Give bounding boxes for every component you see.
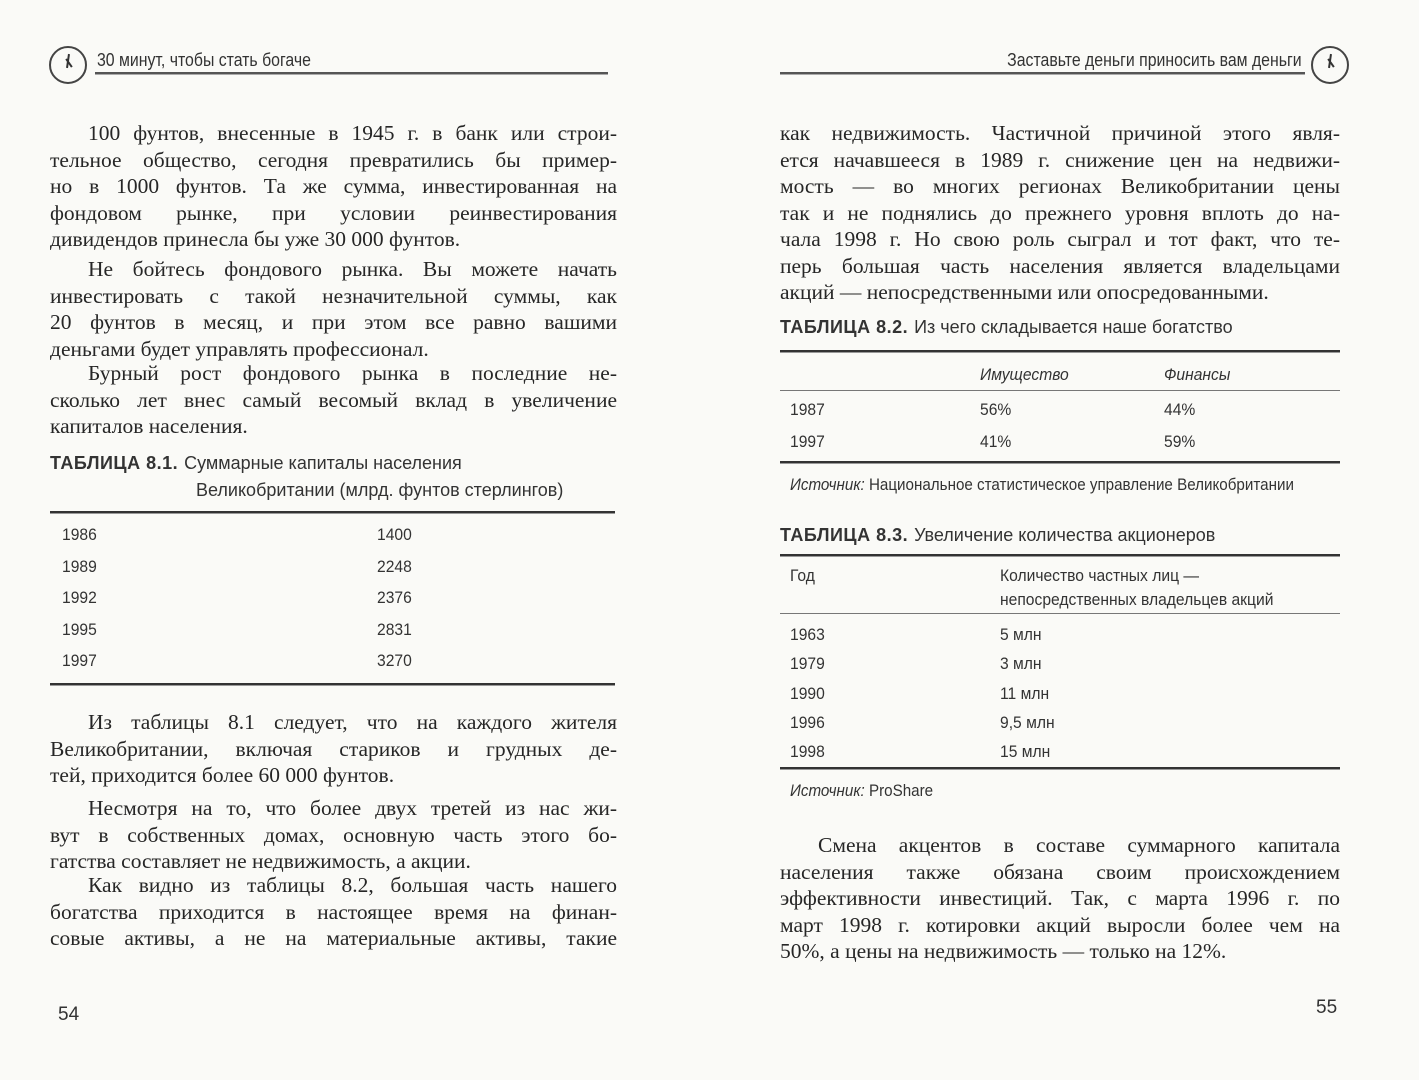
clock-icon bbox=[1311, 46, 1349, 84]
text-line: Из таблицы 8.1 следует, что на каждого жителя bbox=[88, 710, 617, 734]
text-line: совые активы, а не на материальные активы, такие bbox=[50, 926, 617, 950]
table-cell: 2376 bbox=[377, 588, 412, 607]
table-title-line: Великобритании (млрд. фунтов стерлингов) bbox=[196, 480, 564, 500]
table-cell: 3270 bbox=[377, 651, 412, 670]
text-line: фондовом рынке, при условии реинвестирования bbox=[50, 200, 617, 225]
text-line: тей, приходится более 60 000 фунтов. bbox=[50, 763, 395, 787]
table-label: ТАБЛИЦА 8.3. bbox=[780, 525, 909, 545]
table-cell: 9,5 млн bbox=[1000, 712, 1055, 732]
page-number: 54 bbox=[58, 1004, 80, 1025]
table-rule bbox=[780, 350, 1340, 353]
text-line: март 1998 г. котировки акций выросли более чем на bbox=[780, 912, 1340, 937]
table-source bbox=[790, 782, 933, 801]
table-cell: 3 млн bbox=[1000, 654, 1042, 674]
source-label: Источник: bbox=[790, 782, 865, 800]
source-text: Национальное статистическое управление Великобритании bbox=[868, 476, 1294, 494]
table-cell: 1996 bbox=[790, 712, 825, 732]
text-line: тельное общество, сегодня превратились бы пример- bbox=[50, 147, 617, 172]
text-line: Не бойтесь фондового рынка. Вы можете начать bbox=[88, 257, 617, 281]
text-line: капиталов населения. bbox=[50, 414, 248, 438]
table-cell: 44% bbox=[1164, 400, 1196, 419]
table-rule bbox=[780, 613, 1340, 614]
paragraph bbox=[50, 709, 617, 789]
column-header-count: Количество частных лиц — bbox=[1000, 566, 1200, 585]
table-8-3-title bbox=[780, 525, 1215, 546]
right-running-header: Заставьте деньги приносить вам деньги bbox=[1007, 50, 1302, 70]
paragraph bbox=[50, 872, 617, 952]
table-rule bbox=[780, 461, 1340, 464]
page-number: 55 bbox=[1316, 997, 1338, 1018]
table-cell: 56% bbox=[980, 400, 1012, 419]
table-cell: 41% bbox=[980, 432, 1012, 451]
text-line: акций — непосредственными или опосредованными. bbox=[780, 280, 1269, 304]
table-label: ТАБЛИЦА 8.2. bbox=[780, 317, 909, 337]
text-line: инвестировать с такой незначительной суммы, как bbox=[50, 283, 617, 308]
table-cell: 1979 bbox=[790, 654, 825, 674]
table-rule bbox=[780, 390, 1340, 391]
table-cell: 1995 bbox=[62, 619, 97, 639]
text-line: как недвижимость. Частичной причиной этого явля- bbox=[780, 121, 1340, 145]
column-header-year: Год bbox=[790, 566, 815, 585]
table-cell: 1990 bbox=[790, 683, 825, 703]
table-cell: 1997 bbox=[790, 432, 825, 451]
column-header-count: непосредственных владельцев акций bbox=[1000, 590, 1274, 609]
text-line: Несмотря на то, что более двух третей из нас жи- bbox=[88, 796, 617, 820]
table-cell: 1987 bbox=[790, 400, 825, 419]
table-cell: 1400 bbox=[377, 525, 412, 544]
text-line: дивидендов принесла бы уже 30 000 фунтов. bbox=[50, 227, 461, 251]
paragraph bbox=[50, 795, 617, 875]
text-line: ется начавшееся в 1989 г. снижение цен на недвижи- bbox=[780, 147, 1340, 172]
source-label: Источник: bbox=[790, 476, 865, 494]
table-cell: 11 млн bbox=[1000, 683, 1050, 703]
table-8-2-title bbox=[780, 317, 1233, 338]
text-line: Великобритании, включая стариков и грудных де- bbox=[50, 736, 617, 761]
paragraph bbox=[780, 832, 1340, 965]
table-source bbox=[790, 476, 1294, 495]
text-line: Как видно из таблицы 8.2, большая часть нашего bbox=[88, 873, 617, 897]
text-line: населения также обязана своим происхождением bbox=[780, 859, 1340, 884]
table-rule bbox=[780, 767, 1340, 770]
left-running-header: 30 минут, чтобы стать богаче bbox=[97, 50, 311, 70]
text-line: но в 1000 фунтов. Та же сумма, инвестированная на bbox=[50, 174, 617, 198]
table-title-line: Из чего складывается наше богатство bbox=[914, 317, 1233, 337]
table-rule bbox=[780, 554, 1340, 557]
table-cell: 15 млн bbox=[1000, 742, 1051, 762]
text-line: вут в собственных домах, основную часть этого бо- bbox=[50, 822, 617, 847]
table-cell: 1998 bbox=[790, 742, 825, 762]
table-cell: 2831 bbox=[377, 619, 412, 639]
text-line: Бурный рост фондового рынка в последние не- bbox=[88, 361, 617, 385]
paragraph bbox=[50, 120, 617, 253]
table-cell: 1997 bbox=[62, 651, 97, 670]
text-line: эффективности инвестиций. Так, с марта 1996 г. по bbox=[780, 886, 1340, 910]
header-rule bbox=[95, 72, 608, 75]
header-rule bbox=[780, 72, 1305, 75]
table-title-line: Увеличение количества акционеров bbox=[914, 525, 1216, 545]
text-line: сколько лет внес самый весомый вклад в увеличение bbox=[50, 387, 617, 412]
table-cell: 2248 bbox=[377, 556, 412, 576]
table-cell: 59% bbox=[1164, 432, 1196, 451]
table-title-line: Суммарные капиталы населения bbox=[184, 453, 462, 473]
table-cell: 1989 bbox=[62, 556, 97, 576]
table-cell: 1992 bbox=[62, 588, 97, 607]
paragraph bbox=[50, 360, 617, 440]
paragraph bbox=[780, 120, 1340, 306]
table-cell: 1986 bbox=[62, 525, 97, 544]
paragraph bbox=[50, 256, 617, 362]
source-text: ProShare bbox=[868, 782, 934, 800]
text-line: 50%, а цены на недвижимость — только на 12%. bbox=[780, 939, 1227, 963]
column-header-property: Имущество bbox=[980, 365, 1069, 384]
table-cell: 5 млн bbox=[1000, 625, 1042, 644]
text-line: деньгами будет управлять профессионал. bbox=[50, 336, 429, 361]
text-line: чала 1998 г. Но свою роль сыграл и тот факт, что те- bbox=[780, 227, 1340, 251]
text-line: 100 фунтов, внесенные в 1945 г. в банк или строи- bbox=[88, 121, 617, 145]
clock-icon bbox=[49, 46, 87, 84]
table-rule bbox=[50, 683, 615, 686]
text-line: гатства составляет не недвижимость, а акции. bbox=[50, 849, 471, 873]
table-cell: 1963 bbox=[790, 625, 825, 644]
text-line: перь большая часть населения является владельцами bbox=[780, 253, 1340, 278]
text-line: богатства приходится в настоящее время на финан- bbox=[50, 899, 617, 924]
text-line: 20 фунтов в месяц, и при этом все равно вашими bbox=[50, 310, 617, 334]
text-line: Смена акцентов в составе суммарного капитала bbox=[818, 833, 1340, 857]
table-8-1-title bbox=[50, 453, 462, 474]
table-rule bbox=[50, 511, 615, 514]
text-line: мость — во многих регионах Великобритании цены bbox=[780, 174, 1340, 198]
text-line: так и не поднялись до прежнего уровня вплоть до на- bbox=[780, 200, 1340, 225]
column-header-finance: Финансы bbox=[1164, 365, 1231, 384]
table-label: ТАБЛИЦА 8.1. bbox=[50, 453, 179, 473]
